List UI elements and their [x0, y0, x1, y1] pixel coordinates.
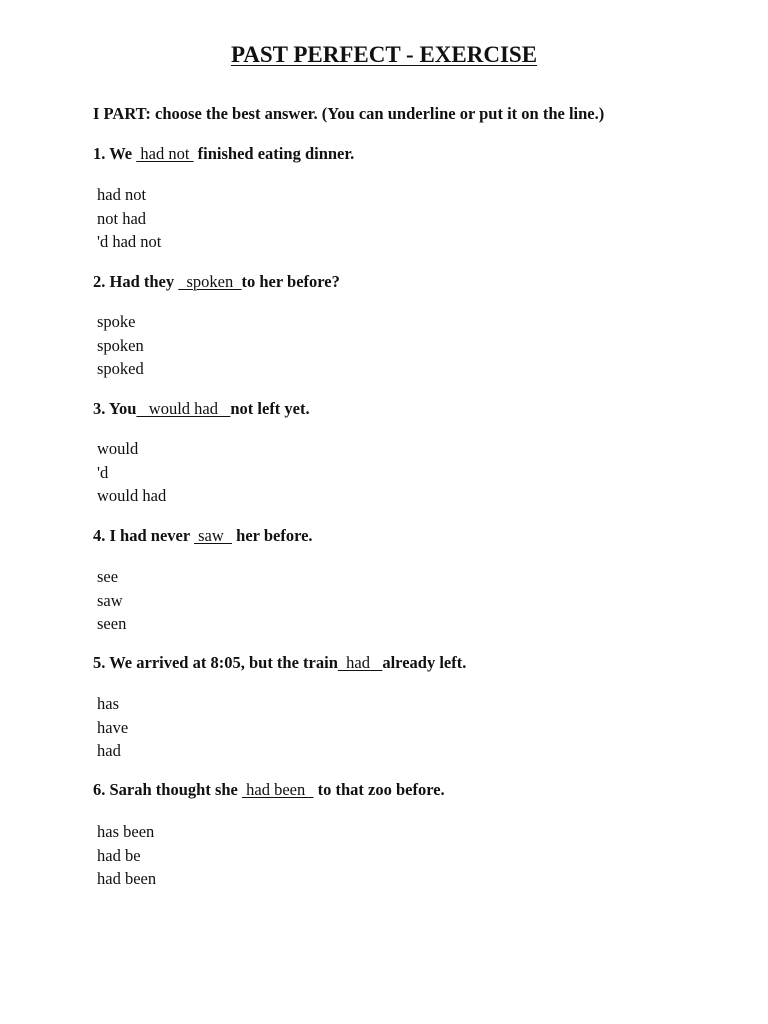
question-2 [93, 272, 340, 292]
question-6 [93, 780, 445, 800]
page-title: PAST PERFECT - EXERCISE [230, 42, 538, 67]
question-5-option-1[interactable]: has [97, 694, 119, 713]
question-6-option-1[interactable]: has been [97, 822, 155, 841]
question-4-answer-blank[interactable]: saw [194, 526, 233, 545]
question-1-options [97, 183, 161, 254]
question-5-text-before: 5. We arrived at 8:05, but the train [93, 653, 338, 672]
question-4-option-1[interactable]: see [97, 567, 119, 586]
question-4-option-2[interactable]: saw [97, 590, 123, 610]
question-6-answer-blank[interactable]: had been [242, 780, 314, 799]
question-4-options [97, 565, 126, 636]
question-6-text-after: to that zoo before. [313, 780, 445, 799]
question-3-answer-blank[interactable]: would had [136, 399, 231, 418]
question-6-option-2[interactable]: had be [97, 845, 141, 865]
question-4 [93, 526, 313, 546]
question-2-answer-blank[interactable]: spoken [178, 272, 242, 291]
question-6-text-before: 6. Sarah thought she [93, 780, 242, 799]
question-3-option-2[interactable]: 'd [97, 462, 109, 482]
question-5-text-after: already left. [382, 653, 467, 672]
question-5 [93, 653, 466, 673]
question-2-text-after: to her before? [241, 272, 340, 291]
question-4-text-after: her before. [232, 526, 313, 545]
question-1-option-1[interactable]: had not [97, 185, 147, 204]
question-3-option-1[interactable]: would [97, 439, 139, 458]
question-1-answer-blank[interactable]: had not [136, 144, 194, 163]
question-2-text-before: 2. Had they [93, 272, 179, 291]
question-3-options [97, 437, 166, 508]
question-3-text-before: 3. You [93, 399, 137, 418]
question-1 [93, 144, 354, 164]
question-4-option-3[interactable]: seen [97, 614, 127, 633]
question-2-options [97, 310, 144, 381]
question-2-option-2[interactable]: spoken [97, 335, 144, 355]
question-1-text-before: 1. We [93, 144, 137, 163]
question-2-option-1[interactable]: spoke [97, 312, 136, 331]
question-1-text-after: finished eating dinner. [193, 144, 355, 163]
question-5-option-3[interactable]: had [97, 741, 121, 760]
question-4-text-before: 4. I had never [93, 526, 194, 545]
question-2-option-3[interactable]: spoked [97, 359, 144, 378]
question-6-options [97, 820, 156, 891]
question-3 [93, 399, 310, 419]
question-3-option-3[interactable]: would had [97, 486, 167, 505]
question-1-option-2[interactable]: not had [97, 208, 147, 228]
question-1-option-3[interactable]: 'd had not [97, 232, 162, 251]
part-one-instruction: I PART: choose the best answer. (You can underline or put it on the line.) [93, 104, 605, 123]
question-6-option-3[interactable]: had been [97, 869, 157, 888]
question-5-answer-blank[interactable]: had [337, 653, 383, 672]
question-5-option-2[interactable]: have [97, 717, 129, 737]
question-3-text-after: not left yet. [230, 399, 310, 418]
question-5-options [97, 692, 128, 763]
